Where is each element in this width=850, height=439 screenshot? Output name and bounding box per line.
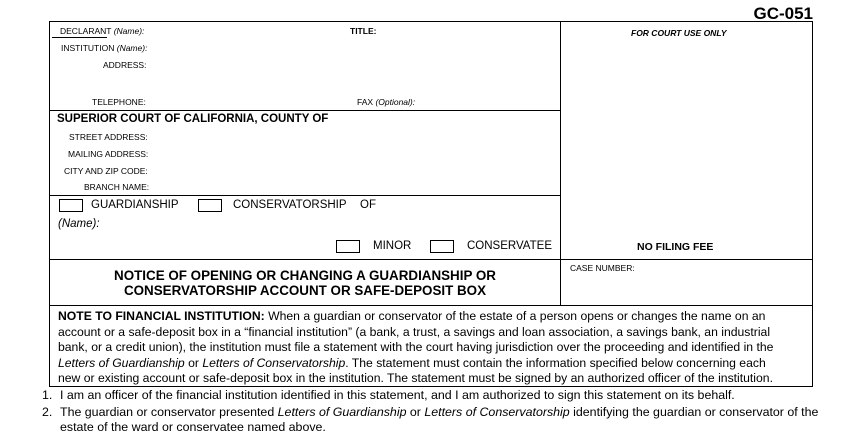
conservatorship-checkbox[interactable]: [198, 199, 222, 212]
street-address-label: STREET ADDRESS:: [69, 132, 148, 142]
conservatorship-label: CONSERVATORSHIP: [233, 199, 347, 211]
court-title: SUPERIOR COURT OF CALIFORNIA, COUNTY OF: [57, 113, 329, 125]
note-text: NOTE TO FINANCIAL INSTITUTION: When a guardian or conservator of the estate of a person opens or changes the name on an account or a safe-deposit box in a “financial institution” (a bank, a trust, a savings and loan association, a savings bank, an industrial bank, or a credit union), the institution must file a statement with the court having jurisdiction over the proceeding and identified in the Letters of Guardianship or Letters of Conservatorship. The statement must contain the information specified below concerning each new or existing account or safe-deposit box in the institution. The statement must be signed by an authorized officer of the institution.: [58, 309, 774, 386]
telephone-label: TELEPHONE:: [92, 97, 146, 107]
conservatee-label: CONSERVATEE: [467, 240, 552, 252]
declarant-underline: [52, 37, 107, 38]
form-id: GC-051: [753, 4, 813, 23]
no-filing-fee: NO FILING FEE: [637, 241, 714, 253]
guardianship-checkbox[interactable]: [59, 199, 83, 212]
statement-items: [42, 388, 822, 435]
guardianship-label: GUARDIANSHIP: [91, 199, 179, 211]
name-label: (Name):: [58, 218, 100, 230]
minor-checkbox[interactable]: [336, 240, 360, 253]
minor-label: MINOR: [373, 240, 412, 252]
declarant-label: DECLARANT (Name):: [60, 26, 145, 36]
notice-title-line2: CONSERVATORSHIP ACCOUNT OR SAFE-DEPOSIT BOX: [123, 283, 487, 298]
address-label: ADDRESS:: [103, 60, 147, 70]
of-label: OF: [360, 199, 376, 211]
conservatee-checkbox[interactable]: [430, 240, 454, 253]
case-number-label: CASE NUMBER:: [570, 263, 635, 273]
note-heading: NOTE TO FINANCIAL INSTITUTION:: [58, 309, 265, 323]
mailing-address-label: MAILING ADDRESS:: [68, 149, 149, 159]
statement-item: 1. I am an officer of the financial institution identified in this statement, and I am authorized to sign this statement on its behalf.: [42, 388, 735, 402]
court-use-box: [560, 21, 813, 260]
institution-label: INSTITUTION (Name):: [61, 43, 148, 53]
branch-name-label: BRANCH NAME:: [84, 182, 150, 192]
title-label: TITLE:: [350, 26, 377, 36]
fax-label: FAX (Optional):: [357, 97, 416, 107]
notice-title-line1: NOTICE OF OPENING OR CHANGING A GUARDIANSHIP OR: [114, 268, 496, 283]
city-zip-label: CITY AND ZIP CODE:: [64, 166, 148, 176]
court-use-label: FOR COURT USE ONLY: [631, 28, 727, 38]
statement-item: 2. The guardian or conservator presented Letters of Guardianship or Letters of Conservatorship identifying the guardian or conservator of the estate of the ward or conservatee named above.: [42, 405, 819, 434]
